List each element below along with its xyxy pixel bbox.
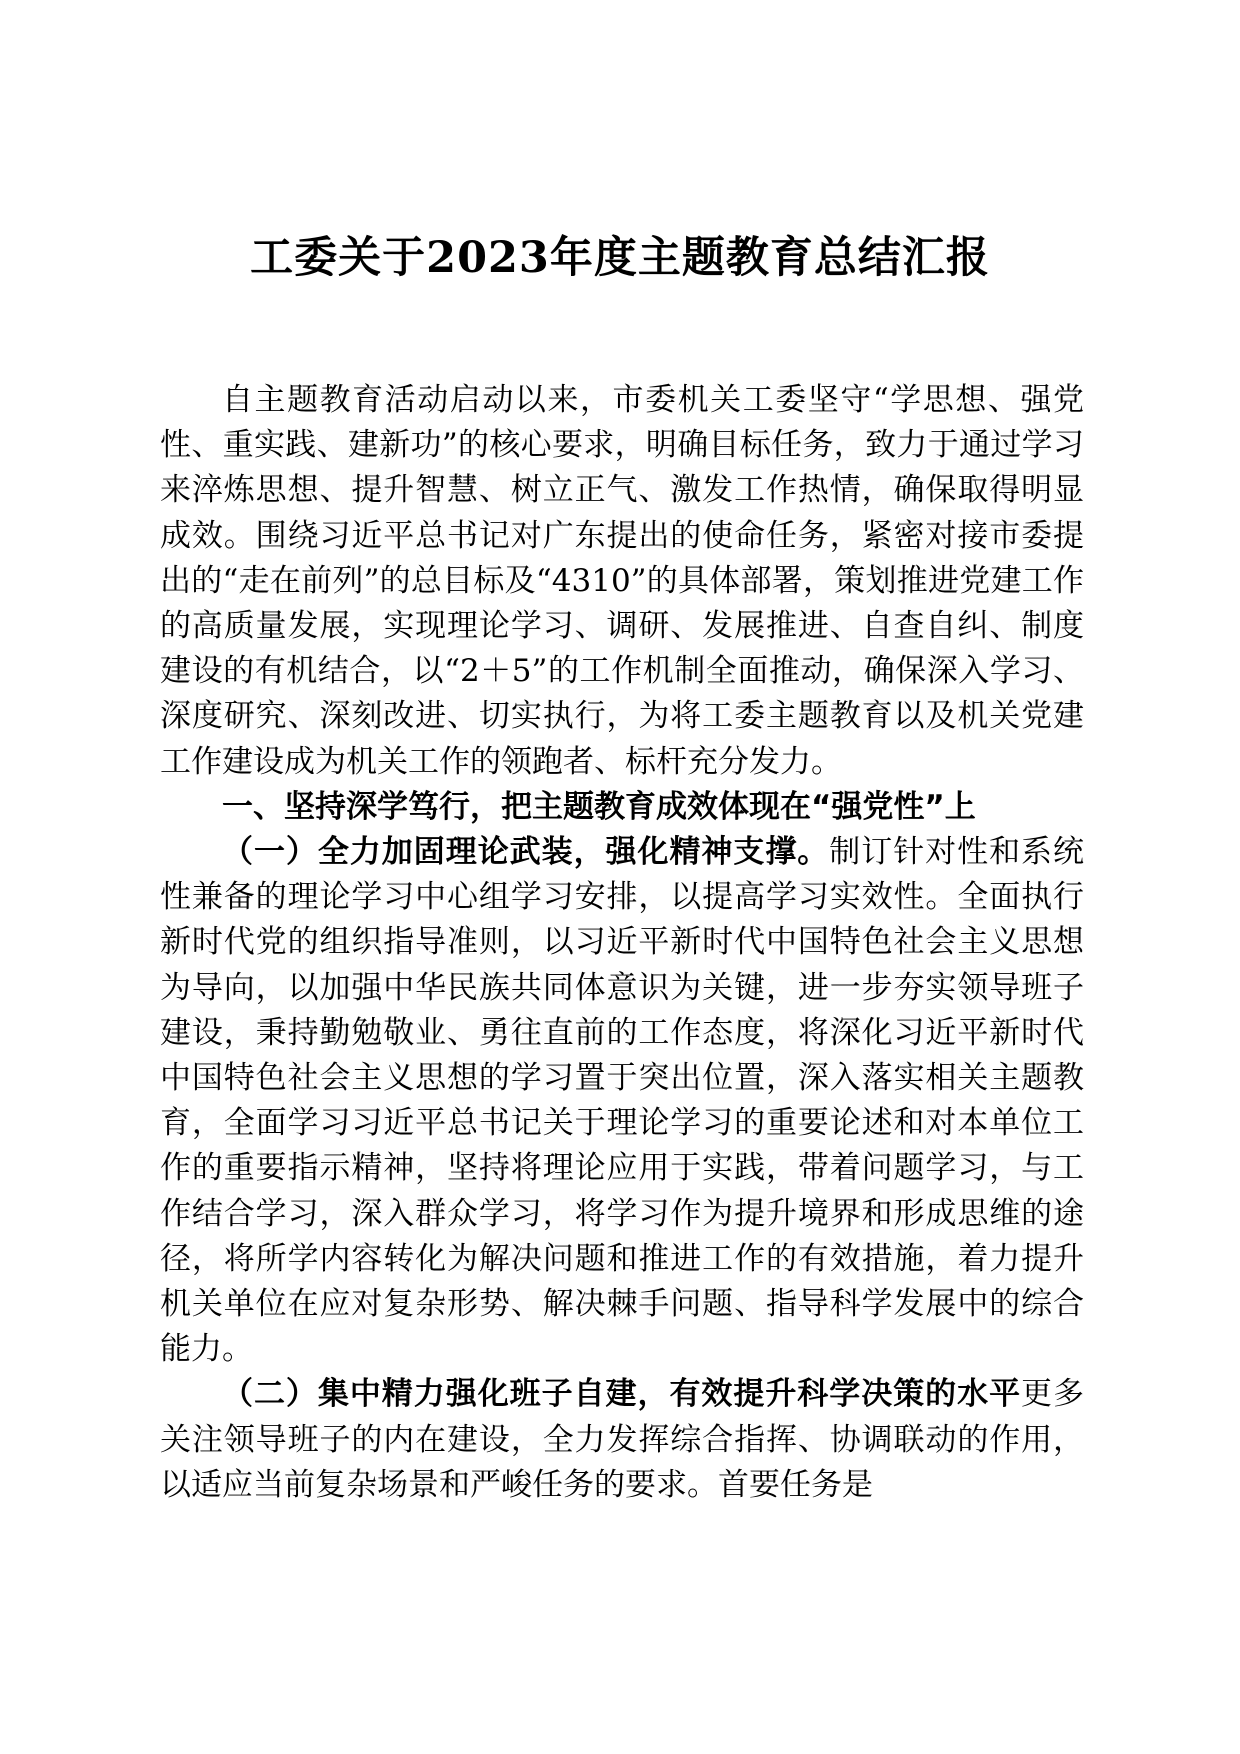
- document-title: 工委关于2023年度主题教育总结汇报: [250, 233, 990, 283]
- subsection-1-paragraph: [160, 830, 1084, 1372]
- subsection-1-heading: （一）全力加固理论武装，强化精神支撑。: [222, 834, 830, 871]
- subsection-1-body: 制订针对性和系统性兼备的理论学习中心组学习安排，以提高学习实效性。全面执行新时代党的组织指导准则，以习近平新时代中国特色社会主义思想为导向，以加强中华民族共同体意识为关键，进一步夯实领导班子建设，秉持勤勉敬业、勇往直前的工作态度，将深化习近平新时代中国特色社会主义思想的学习置于突出位置，深入落实相关主题教育，全面学习习近平总书记关于理论学习的重要论述和对本单位工作的重要指示精神，坚持将理论应用于实践，带着问题学习，与工作结合学习，深入群众学习，将学习作为提升境界和形成思维的途径，将所学内容转化为解决问题和推进工作的有效措施，着力提升机关单位在应对复杂形势、解决棘手问题、指导科学发展中的综合能力。: [160, 834, 1085, 1368]
- section-1-heading: 一、坚持深学笃行，把主题教育成效体现在“强党性”上: [222, 788, 976, 825]
- intro-paragraph: 自主题教育活动启动以来，市委机关工委坚守“学思想、强党性、重实践、建新功”的核心要求，明确目标任务，致力于通过学习来淬炼思想、提升智慧、树立正气、激发工作热情，确保取得明显成效。围绕习近平总书记对广东提出的使命任务，紧密对接市委提出的“走在前列”的总目标及“4310”的具体部署，策划推进党建工作的高质量发展，实现理论学习、调研、发展推进、自查自纠、制度建设的有机结合，以“2＋5”的工作机制全面推动，确保深入学习、深度研究、深刻改进、切实执行，为将工委主题教育以及机关党建工作建设成为机关工作的领跑者、标杆充分发力。: [160, 382, 1084, 780]
- subsection-2-body: 更多关注领导班子的内在建设，全力发挥综合指挥、协调联动的作用，以适应当前复杂场景和严峻任务的要求。首要任务是: [160, 1376, 1085, 1503]
- subsection-2-heading: （二）集中精力强化班子自建，有效提升科学决策的水平: [222, 1376, 1022, 1413]
- document-body: [160, 378, 1084, 1508]
- subsection-2-paragraph: [160, 1372, 1084, 1508]
